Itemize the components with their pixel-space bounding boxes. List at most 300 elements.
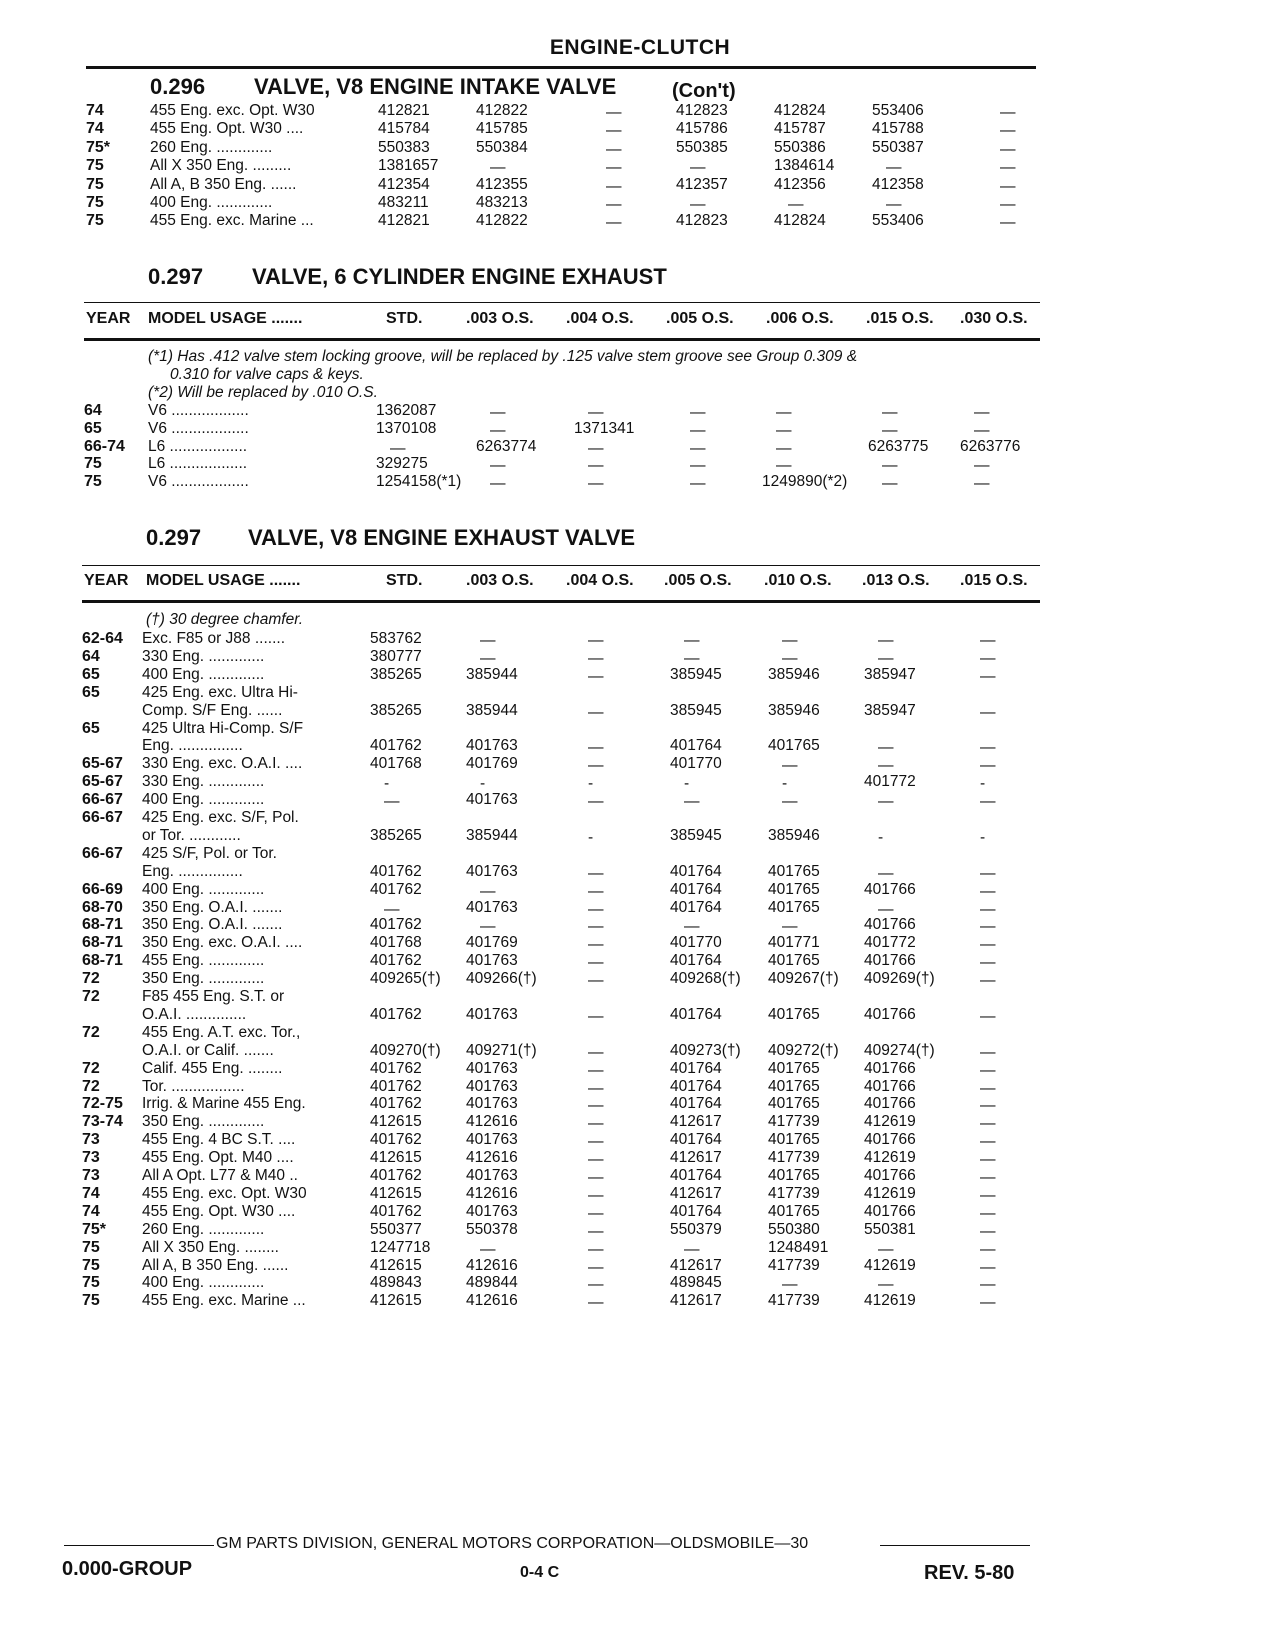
- cell-not-available: —: [684, 1240, 700, 1258]
- cell-part-number: 401766: [864, 952, 916, 970]
- cell-part-number: 550386: [774, 138, 826, 156]
- cell-not-available: —: [782, 918, 798, 936]
- cell-not-available: —: [588, 632, 604, 649]
- cell-not-available: —: [980, 900, 996, 918]
- row-model-usage: 455 Eng. 4 BC S.T. ....: [142, 1131, 296, 1149]
- cell-not-available: —: [980, 1276, 996, 1294]
- cell-part-number: 409268(†): [670, 970, 741, 988]
- cell-part-number: 550379: [670, 1220, 722, 1238]
- cell-not-available: —: [980, 1204, 996, 1222]
- cell-part-number: 401765: [768, 1131, 820, 1149]
- cell-part-number: 415785: [476, 120, 528, 138]
- cell-not-available: —: [878, 1276, 894, 1294]
- cell-part-number: 489845: [670, 1274, 722, 1292]
- cell-not-available: —: [878, 1240, 894, 1258]
- footnote: 0.310 for valve caps & keys.: [170, 366, 364, 383]
- cell-part-number: 401763: [466, 737, 518, 755]
- row-model-usage: V6 ..................: [148, 402, 249, 419]
- cell-part-number: 417739: [768, 1113, 820, 1131]
- row-model-usage: 330 Eng. exc. O.A.I. ....: [142, 755, 303, 773]
- cell-not-available: —: [490, 421, 506, 439]
- cell-not-available: —: [588, 1204, 604, 1222]
- cell-not-available: —: [980, 739, 996, 757]
- column-header: YEAR: [84, 572, 129, 589]
- cell-part-number: 412821: [378, 102, 430, 119]
- cell-not-available: —: [980, 1294, 996, 1312]
- cell-part-number: 553406: [872, 102, 924, 119]
- cell-not-available: —: [480, 632, 496, 649]
- cell-not-available: —: [490, 475, 506, 493]
- cell-part-number: 401766: [864, 1005, 916, 1023]
- cell-part-number: 412616: [466, 1149, 518, 1167]
- cell-not-available: —: [588, 457, 604, 475]
- cell-not-available: —: [588, 918, 604, 936]
- row-year: 65: [82, 665, 100, 683]
- row-year: 75*: [86, 138, 111, 156]
- cell-not-available: —: [980, 1222, 996, 1240]
- cell-part-number: 401765: [768, 1202, 820, 1220]
- cell-not-available: —: [588, 475, 604, 493]
- cell-not-available: —: [980, 936, 996, 954]
- column-header: .005 O.S.: [664, 572, 732, 589]
- cell-part-number: 412615: [370, 1256, 422, 1274]
- cell-not-available: —: [882, 404, 898, 421]
- row-year: 66-67: [82, 809, 123, 826]
- row-year: 73: [82, 1149, 100, 1167]
- row-year: 75: [84, 455, 102, 473]
- column-header: .013 O.S.: [862, 572, 930, 589]
- page-header-title: ENGINE-CLUTCH: [549, 36, 731, 59]
- row-year: 68-71: [82, 952, 123, 970]
- cell-part-number: 1247718: [370, 1238, 431, 1256]
- cell-not-available: —: [588, 1007, 604, 1025]
- section-6cyl-title: [148, 264, 667, 290]
- column-header: MODEL USAGE .......: [146, 572, 301, 589]
- row-year: 66-69: [82, 880, 123, 898]
- cell-part-number: 412617: [670, 1113, 722, 1131]
- cell-not-available: —: [480, 918, 496, 936]
- cell-part-number: 401766: [864, 1202, 916, 1220]
- cell-part-number: 412823: [676, 212, 728, 230]
- cell-part-number: 401765: [768, 1059, 820, 1077]
- cell-part-number: 401771: [768, 934, 820, 952]
- cell-not-available: —: [1000, 177, 1016, 195]
- cell-not-available: —: [1000, 122, 1016, 140]
- cell-part-number: 409265(†): [370, 970, 441, 988]
- row-year: 65: [84, 419, 102, 437]
- cell-not-available: —: [490, 404, 506, 421]
- cell-not-available: —: [980, 1043, 996, 1061]
- row-model-usage: 400 Eng. .............: [142, 880, 265, 898]
- cell-part-number: 412357: [676, 175, 728, 193]
- cell-not-available: —: [782, 1276, 798, 1294]
- cell-part-number: 401762: [370, 1095, 422, 1113]
- cell-part-number: 385946: [768, 665, 820, 683]
- cell-part-number: 401766: [864, 1167, 916, 1184]
- cell-part-number: 401763: [466, 862, 518, 880]
- cell-part-number: 401763: [466, 1005, 518, 1023]
- cell-not-available: —: [588, 793, 604, 811]
- row-model-usage: All A, B 350 Eng. ......: [142, 1256, 289, 1274]
- row-model-usage: 425 Eng. exc. Ultra Hi-: [142, 683, 298, 701]
- cell-part-number: 412824: [774, 102, 826, 119]
- cell-not-available: -: [588, 775, 594, 793]
- column-header: YEAR: [86, 310, 131, 327]
- row-model-usage: 260 Eng. .............: [142, 1220, 265, 1238]
- cell-part-number: 550384: [476, 138, 528, 156]
- cell-part-number: 401768: [370, 755, 422, 773]
- footnote: (†) 30 degree chamfer.: [146, 611, 304, 628]
- cell-part-number: 553406: [872, 212, 924, 230]
- cell-not-available: —: [980, 757, 996, 775]
- footnote: (*2) Will be replaced by .010 O.S.: [148, 384, 378, 401]
- cell-part-number: 401766: [864, 880, 916, 898]
- section-continued-label: (Con't): [672, 80, 736, 102]
- cell-part-number: 401766: [864, 916, 916, 934]
- row-model-usage: 350 Eng. exc. O.A.I. ....: [142, 934, 303, 952]
- cell-not-available: —: [684, 649, 700, 667]
- cell-part-number: 412616: [466, 1184, 518, 1202]
- row-model-usage: All A Opt. L77 & M40 ..: [142, 1167, 298, 1184]
- cell-not-available: —: [690, 457, 706, 475]
- cell-part-number: 550377: [370, 1220, 422, 1238]
- row-model-usage: 455 Eng. Opt. W30 ....: [150, 120, 304, 138]
- cell-part-number: 401764: [670, 952, 722, 970]
- cell-part-number: 412615: [370, 1113, 422, 1131]
- row-year: 64: [82, 647, 100, 665]
- cell-part-number: 401765: [768, 862, 820, 880]
- cell-not-available: —: [974, 457, 990, 475]
- cell-not-available: —: [588, 1097, 604, 1115]
- cell-not-available: —: [980, 1186, 996, 1204]
- cell-part-number: 1384614: [774, 157, 835, 175]
- cell-part-number: 401763: [466, 1131, 518, 1149]
- cell-part-number: 1362087: [376, 402, 437, 419]
- cell-part-number: 1381657: [378, 157, 439, 175]
- footer-division-line: GM PARTS DIVISION, GENERAL MOTORS CORPORATION—OLDSMOBILE—30: [216, 1535, 809, 1552]
- row-year: 66-67: [82, 791, 123, 809]
- cell-not-available: —: [878, 793, 894, 811]
- cell-not-available: —: [606, 122, 622, 140]
- cell-part-number: 329275: [376, 455, 428, 473]
- cell-not-available: —: [974, 404, 990, 421]
- cell-not-available: —: [980, 1258, 996, 1276]
- cell-part-number: 401772: [864, 934, 916, 952]
- cell-part-number: 412354: [378, 175, 430, 193]
- cell-not-available: —: [878, 757, 894, 775]
- row-year: 75: [82, 1238, 100, 1256]
- cell-part-number: 385265: [370, 701, 422, 719]
- cell-part-number: 385945: [670, 826, 722, 844]
- cell-part-number: 401763: [466, 898, 518, 916]
- footer-page-number: 0-4 C: [520, 1564, 560, 1581]
- row-model-usage: 455 Eng. exc. Opt. W30: [142, 1184, 307, 1202]
- cell-part-number: 415788: [872, 120, 924, 138]
- cell-not-available: -: [980, 775, 986, 793]
- row-year: 75: [82, 1292, 100, 1310]
- row-model-usage: Tor. .................: [142, 1077, 245, 1095]
- cell-part-number: 412822: [476, 212, 528, 230]
- cell-not-available: —: [490, 159, 506, 177]
- cell-part-number: 550380: [768, 1220, 820, 1238]
- cell-part-number: 401762: [370, 1059, 422, 1077]
- cell-part-number: 409273(†): [670, 1041, 741, 1059]
- row-model-usage: 260 Eng. .............: [150, 138, 273, 156]
- cell-part-number: 412619: [864, 1184, 916, 1202]
- row-model-usage: 350 Eng. .............: [142, 1113, 265, 1131]
- cell-part-number: 412615: [370, 1149, 422, 1167]
- row-year: 66-67: [82, 844, 123, 862]
- row-model-usage: Eng. ...............: [142, 862, 243, 880]
- footer-group: 0.000-GROUP: [62, 1558, 193, 1580]
- cell-not-available: -: [782, 775, 788, 793]
- cell-part-number: 412617: [670, 1256, 722, 1274]
- row-year: 74: [82, 1184, 100, 1202]
- cell-not-available: —: [588, 864, 604, 882]
- column-header: .010 O.S.: [764, 572, 832, 589]
- cell-part-number: 401765: [768, 1077, 820, 1095]
- row-year: 75: [84, 473, 102, 491]
- cell-not-available: —: [886, 196, 902, 213]
- cell-not-available: —: [588, 649, 604, 667]
- row-year: 65: [82, 719, 100, 737]
- cell-part-number: 401763: [466, 1167, 518, 1184]
- row-model-usage: 400 Eng. .............: [150, 194, 273, 211]
- cell-not-available: —: [390, 439, 406, 457]
- cell-not-available: —: [782, 649, 798, 667]
- row-year: 72: [82, 988, 100, 1005]
- cell-not-available: —: [480, 882, 496, 900]
- section-name: VALVE, V8 ENGINE EXHAUST VALVE: [248, 525, 636, 550]
- cell-part-number: 412822: [476, 102, 528, 119]
- cell-part-number: 415787: [774, 120, 826, 138]
- cell-not-available: -: [980, 828, 986, 846]
- cell-part-number: 417739: [768, 1184, 820, 1202]
- cell-not-available: —: [776, 457, 792, 475]
- footer-rule-right: [880, 1545, 1030, 1546]
- column-header: .003 O.S.: [466, 310, 534, 327]
- cell-part-number: 401762: [370, 880, 422, 898]
- footer-revision: REV. 5-80: [924, 1562, 1015, 1584]
- cell-not-available: —: [588, 1169, 604, 1186]
- cell-part-number: 483211: [378, 194, 429, 211]
- cell-not-available: —: [588, 703, 604, 721]
- cell-not-available: —: [588, 1276, 604, 1294]
- column-header: .030 O.S.: [960, 310, 1028, 327]
- cell-part-number: 489843: [370, 1274, 422, 1292]
- cell-part-number: 412615: [370, 1292, 422, 1310]
- cell-part-number: 412619: [864, 1149, 916, 1167]
- cell-not-available: —: [690, 159, 706, 177]
- cell-not-available: —: [980, 954, 996, 972]
- row-year: 65-67: [82, 755, 123, 773]
- cell-not-available: —: [588, 404, 604, 421]
- cell-part-number: 401772: [864, 773, 916, 791]
- cell-part-number: 412617: [670, 1184, 722, 1202]
- cell-not-available: —: [588, 1151, 604, 1169]
- cell-part-number: 409269(†): [864, 970, 935, 988]
- row-year: 72: [82, 1059, 100, 1077]
- cell-not-available: -: [588, 828, 594, 846]
- cell-part-number: 401762: [370, 916, 422, 934]
- cell-part-number: 401764: [670, 1059, 722, 1077]
- cell-part-number: 401766: [864, 1095, 916, 1113]
- cell-not-available: —: [980, 649, 996, 667]
- cell-not-available: —: [974, 421, 990, 439]
- cell-not-available: —: [878, 739, 894, 757]
- cell-not-available: —: [980, 1169, 996, 1186]
- row-model-usage: O.A.I. ..............: [142, 1005, 247, 1023]
- cell-not-available: —: [980, 1115, 996, 1133]
- row-year: 72-75: [82, 1095, 123, 1113]
- cell-part-number: 401764: [670, 862, 722, 880]
- cell-part-number: 415784: [378, 120, 430, 138]
- row-model-usage: O.A.I. or Calif. .......: [142, 1041, 274, 1059]
- cell-part-number: 409267(†): [768, 970, 839, 988]
- cell-not-available: —: [980, 667, 996, 685]
- row-year: 65: [82, 683, 100, 701]
- cell-not-available: -: [384, 775, 390, 793]
- row-model-usage: All X 350 Eng. .........: [150, 157, 292, 175]
- cell-not-available: —: [782, 632, 798, 649]
- cell-not-available: —: [384, 793, 400, 811]
- cell-not-available: —: [980, 1097, 996, 1115]
- cell-not-available: —: [588, 1186, 604, 1204]
- cell-not-available: —: [588, 667, 604, 685]
- row-model-usage: or Tor. ............: [142, 826, 241, 844]
- row-model-usage: 330 Eng. .............: [142, 647, 265, 665]
- cell-not-available: —: [980, 1133, 996, 1151]
- cell-part-number: 401769: [466, 755, 518, 773]
- column-header: .004 O.S.: [566, 310, 634, 327]
- cell-not-available: —: [690, 421, 706, 439]
- row-model-usage: All A, B 350 Eng. ......: [150, 175, 297, 193]
- cell-not-available: —: [1000, 214, 1016, 232]
- cell-not-available: —: [980, 918, 996, 936]
- cell-part-number: 401763: [466, 791, 518, 809]
- row-model-usage: 400 Eng. .............: [142, 791, 265, 809]
- cell-part-number: 401762: [370, 1077, 422, 1095]
- cell-part-number: 385945: [670, 701, 722, 719]
- row-year: 62-64: [82, 630, 123, 647]
- cell-part-number: 550385: [676, 138, 728, 156]
- row-year: 68-70: [82, 898, 123, 916]
- row-model-usage: 455 Eng. .............: [142, 952, 265, 970]
- row-model-usage: 455 Eng. exc. Opt. W30: [150, 102, 315, 119]
- row-year: 73-74: [82, 1113, 123, 1131]
- cell-not-available: —: [980, 1079, 996, 1097]
- cell-part-number: 6263774: [476, 437, 537, 455]
- row-year: 75: [82, 1274, 100, 1292]
- cell-not-available: —: [490, 457, 506, 475]
- cell-not-available: —: [878, 900, 894, 918]
- section-number: 0.297: [146, 525, 202, 550]
- cell-part-number: 401762: [370, 862, 422, 880]
- cell-not-available: —: [980, 1151, 996, 1169]
- cell-part-number: 412358: [872, 175, 924, 193]
- cell-part-number: 385947: [864, 701, 916, 719]
- cell-not-available: —: [588, 739, 604, 757]
- cell-part-number: 412824: [774, 212, 826, 230]
- cell-part-number: 412619: [864, 1292, 916, 1310]
- cell-part-number: 1248491: [768, 1238, 829, 1256]
- cell-part-number: 385944: [466, 701, 518, 719]
- cell-not-available: —: [980, 864, 996, 882]
- row-model-usage: Irrig. & Marine 455 Eng.: [142, 1095, 306, 1113]
- section-name: VALVE, V8 ENGINE INTAKE VALVE: [254, 74, 617, 99]
- cell-part-number: 401764: [670, 1077, 722, 1095]
- row-year: 75: [86, 157, 104, 175]
- cell-not-available: —: [588, 1222, 604, 1240]
- cell-not-available: —: [1000, 196, 1016, 213]
- cell-part-number: 401762: [370, 1131, 422, 1149]
- row-model-usage: L6 ..................: [148, 437, 248, 455]
- section-number: 0.296: [150, 74, 206, 99]
- cell-part-number: 401763: [466, 1095, 518, 1113]
- row-model-usage: 330 Eng. .............: [142, 773, 265, 791]
- cell-part-number: 385944: [466, 665, 518, 683]
- cell-not-available: —: [606, 140, 622, 158]
- cell-part-number: 401763: [466, 1077, 518, 1095]
- column-header: .003 O.S.: [466, 572, 534, 589]
- cell-part-number: 412616: [466, 1113, 518, 1131]
- cell-not-available: —: [974, 475, 990, 493]
- row-year: 68-71: [82, 916, 123, 934]
- row-model-usage: Calif. 455 Eng. ........: [142, 1059, 283, 1077]
- cell-part-number: 401763: [466, 1059, 518, 1077]
- section-name: VALVE, 6 CYLINDER ENGINE EXHAUST: [252, 264, 667, 289]
- cell-part-number: 417739: [768, 1292, 820, 1310]
- cell-not-available: —: [882, 421, 898, 439]
- footer-rule-left: [64, 1545, 214, 1546]
- column-header: .015 O.S.: [866, 310, 934, 327]
- cell-not-available: -: [878, 828, 884, 846]
- cell-part-number: 401763: [466, 952, 518, 970]
- cell-part-number: 385946: [768, 826, 820, 844]
- cell-not-available: —: [588, 882, 604, 900]
- cell-not-available: —: [588, 1079, 604, 1097]
- cell-not-available: —: [788, 196, 804, 213]
- row-year: 75*: [82, 1220, 107, 1238]
- table-header-rule: [84, 338, 1040, 341]
- cell-part-number: 1371341: [574, 419, 635, 437]
- row-model-usage: 455 Eng. Opt. M40 ....: [142, 1149, 294, 1167]
- cell-not-available: —: [588, 1294, 604, 1312]
- section-number: 0.297: [148, 264, 204, 289]
- cell-part-number: 1249890(*2): [762, 473, 848, 491]
- cell-not-available: —: [606, 214, 622, 232]
- cell-not-available: -: [480, 775, 486, 793]
- cell-not-available: —: [588, 1043, 604, 1061]
- cell-not-available: —: [588, 757, 604, 775]
- row-year: 75: [86, 175, 104, 193]
- cell-not-available: —: [588, 954, 604, 972]
- row-year: 74: [86, 120, 104, 138]
- cell-part-number: 412619: [864, 1113, 916, 1131]
- cell-part-number: 583762: [370, 630, 422, 647]
- row-year: 74: [86, 102, 104, 119]
- cell-not-available: —: [588, 1240, 604, 1258]
- column-header: .015 O.S.: [960, 572, 1028, 589]
- cell-part-number: 483213: [476, 194, 528, 211]
- cell-not-available: —: [588, 1258, 604, 1276]
- row-model-usage: 425 Eng. exc. S/F, Pol.: [142, 809, 299, 826]
- cell-part-number: 385945: [670, 665, 722, 683]
- cell-part-number: 409266(†): [466, 970, 537, 988]
- cell-part-number: 412617: [670, 1292, 722, 1310]
- row-model-usage: V6 ..................: [148, 419, 249, 437]
- row-year: 75: [86, 212, 104, 230]
